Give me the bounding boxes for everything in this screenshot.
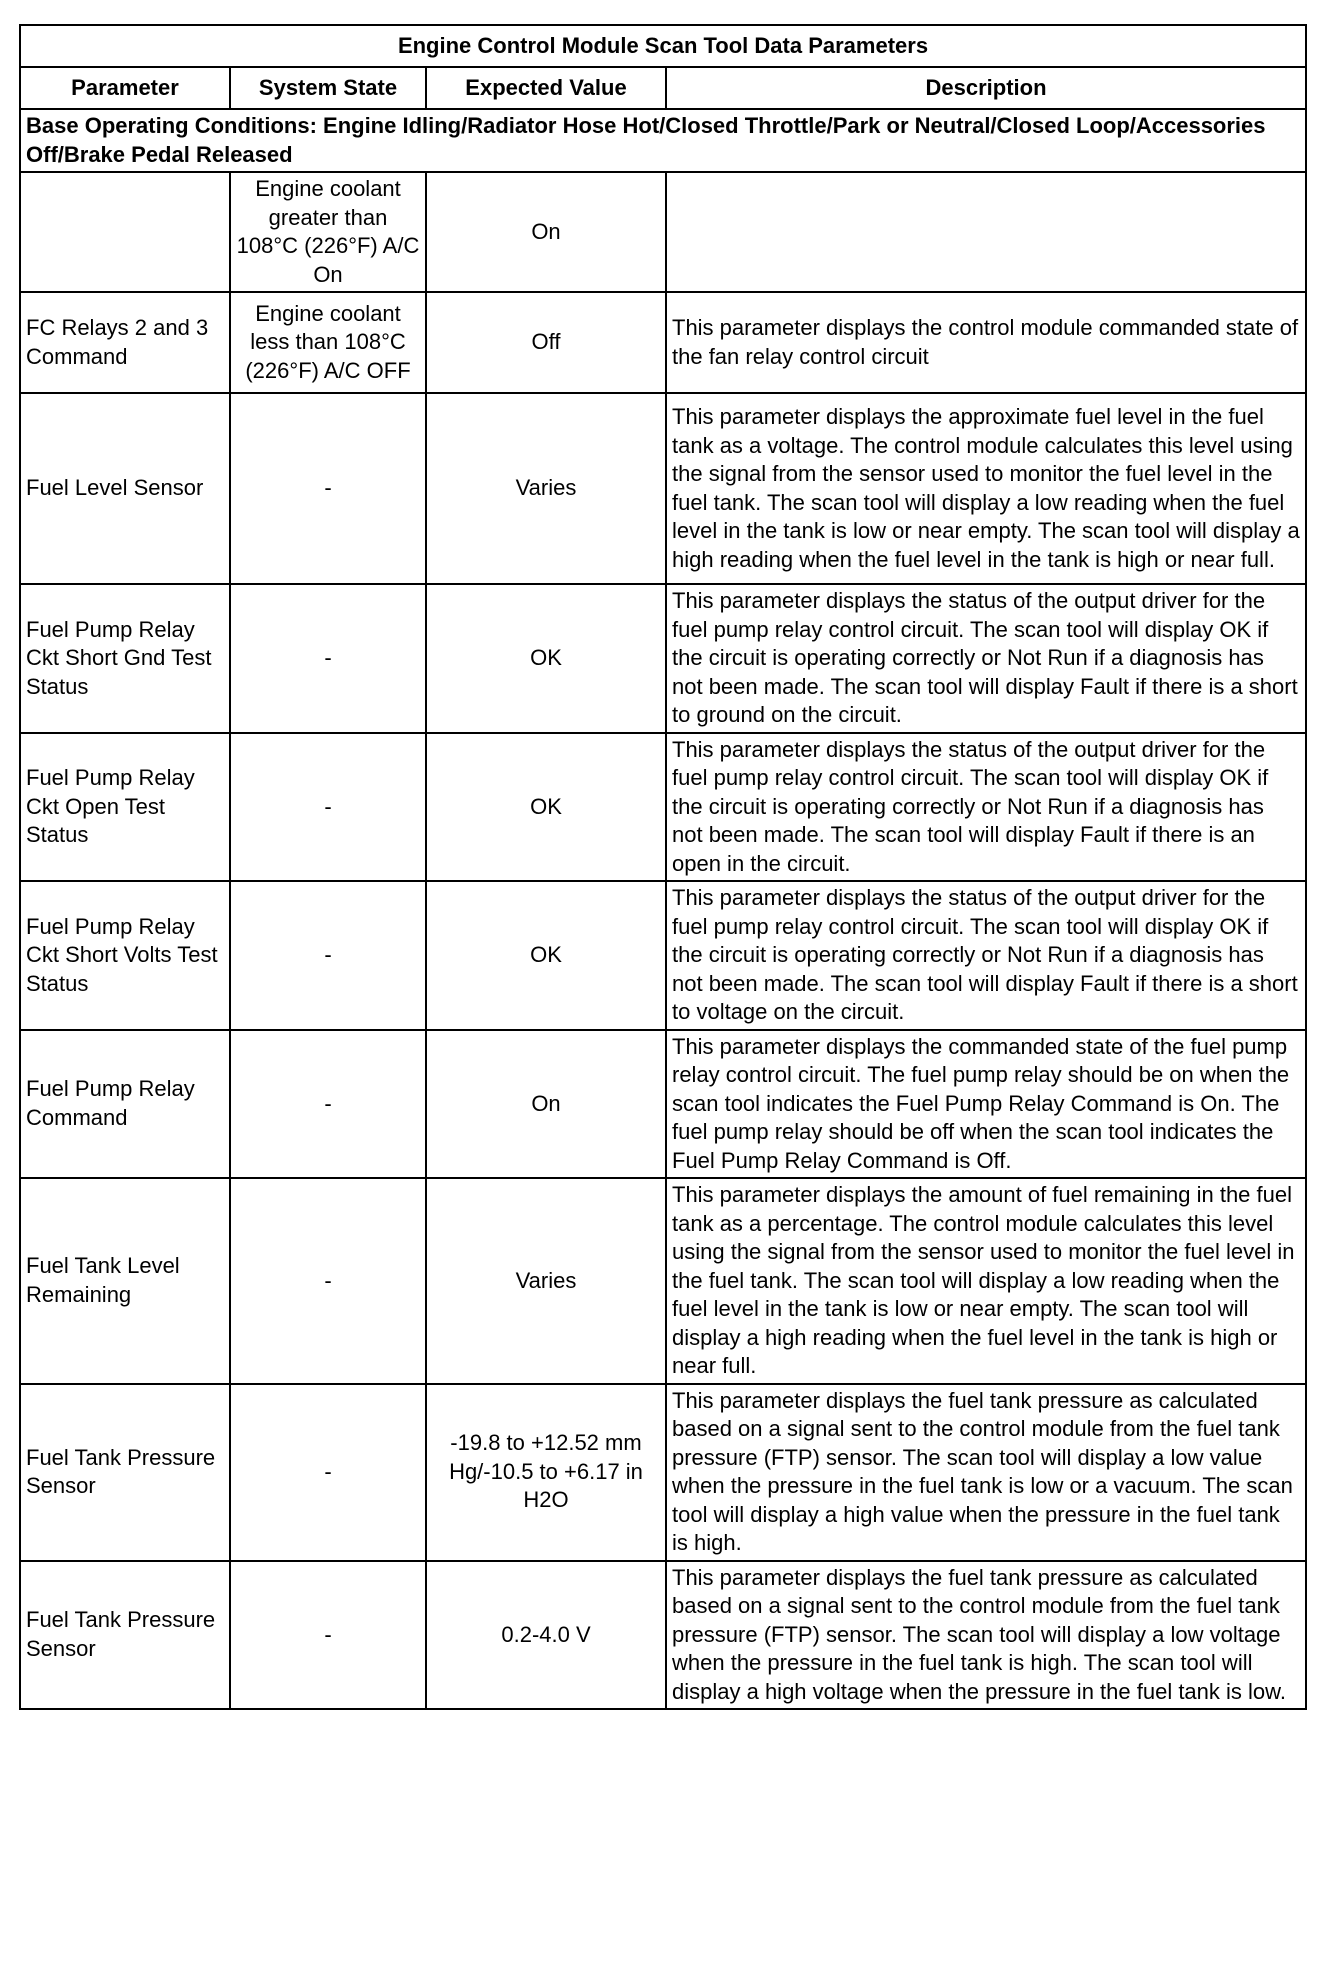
system-state-cell: - xyxy=(230,1561,426,1710)
parameter-cell xyxy=(20,172,230,292)
title-row xyxy=(20,25,1306,67)
expected-value-cell: On xyxy=(426,1030,666,1179)
description-cell: This parameter displays the fuel tank pressure as calculated based on a signal sent to the control module from the fuel tank pressure (FTP) sensor. The scan tool will display a low voltage when the pressure in the fuel tank is high. The scan tool will display a high voltage when the pressure in the fuel tank is low. xyxy=(666,1561,1306,1710)
description-cell: This parameter displays the amount of fuel remaining in the fuel tank as a percentage. The control module calculates this level using the signal from the sensor used to monitor the fuel level in the fuel tank. The scan tool will display a low reading when the fuel level in the tank is low or near empty. The scan tool will display a high reading when the fuel level in the tank is high or near full. xyxy=(666,1178,1306,1384)
table-row xyxy=(20,584,1306,733)
header-row xyxy=(20,67,1306,109)
description-cell: This parameter displays the fuel tank pressure as calculated based on a signal sent to the control module from the fuel tank pressure (FTP) sensor. The scan tool will display a low value when the pressure in the fuel tank is low or a vacuum. The scan tool will display a high value when the pressure in the fuel tank is high. xyxy=(666,1384,1306,1561)
description-cell xyxy=(666,172,1306,292)
parameter-cell: FC Relays 2 and 3 Command xyxy=(20,292,230,393)
system-state-cell: - xyxy=(230,1384,426,1561)
table-row xyxy=(20,881,1306,1030)
table-row xyxy=(20,1030,1306,1179)
header-expected-value: Expected Value xyxy=(426,67,666,109)
description-cell: This parameter displays the status of the output driver for the fuel pump relay control circuit. The scan tool will display OK if the circuit is operating correctly or Not Run if a diagnosis has not been made. The scan tool will display Fault if there is a short to ground on the circuit. xyxy=(666,584,1306,733)
parameter-cell: Fuel Pump Relay Ckt Short Gnd Test Status xyxy=(20,584,230,733)
description-cell: This parameter displays the status of the output driver for the fuel pump relay control circuit. The scan tool will display OK if the circuit is operating correctly or Not Run if a diagnosis has not been made. The scan tool will display Fault if there is an open in the circuit. xyxy=(666,733,1306,882)
table-row xyxy=(20,733,1306,882)
header-description: Description xyxy=(666,67,1306,109)
expected-value-cell: On xyxy=(426,172,666,292)
table-row xyxy=(20,292,1306,393)
description-cell: This parameter displays the control module commanded state of the fan relay control circuit xyxy=(666,292,1306,393)
table-row xyxy=(20,1561,1306,1710)
system-state-cell: - xyxy=(230,1178,426,1384)
system-state-cell: - xyxy=(230,584,426,733)
expected-value-cell: 0.2-4.0 V xyxy=(426,1561,666,1710)
table-title: Engine Control Module Scan Tool Data Parameters xyxy=(20,25,1306,67)
table-row xyxy=(20,1384,1306,1561)
conditions-row xyxy=(20,109,1306,172)
header-system-state: System State xyxy=(230,67,426,109)
system-state-cell: - xyxy=(230,733,426,882)
parameter-cell: Fuel Tank Level Remaining xyxy=(20,1178,230,1384)
scan-data-table xyxy=(19,24,1307,1710)
description-cell: This parameter displays the status of the output driver for the fuel pump relay control circuit. The scan tool will display OK if the circuit is operating correctly or Not Run if a diagnosis has not been made. The scan tool will display Fault if there is a short to voltage on the circuit. xyxy=(666,881,1306,1030)
table-row xyxy=(20,1178,1306,1384)
system-state-cell: - xyxy=(230,881,426,1030)
description-cell: This parameter displays the approximate fuel level in the fuel tank as a voltage. The control module calculates this level using the signal from the sensor used to monitor the fuel level in the fuel tank. The scan tool will display a low reading when the fuel level in the tank is low or near empty. The scan tool will display a high reading when the fuel level in the tank is high or near full. xyxy=(666,393,1306,584)
description-cell: This parameter displays the commanded state of the fuel pump relay control circuit. The fuel pump relay should be on when the scan tool indicates the Fuel Pump Relay Command is On. The fuel pump relay should be off when the scan tool indicates the Fuel Pump Relay Command is Off. xyxy=(666,1030,1306,1179)
expected-value-cell: Varies xyxy=(426,393,666,584)
expected-value-cell: Off xyxy=(426,292,666,393)
header-parameter: Parameter xyxy=(20,67,230,109)
parameter-cell: Fuel Level Sensor xyxy=(20,393,230,584)
expected-value-cell: OK xyxy=(426,733,666,882)
table-row xyxy=(20,393,1306,584)
system-state-cell: - xyxy=(230,393,426,584)
parameter-cell: Fuel Pump Relay Ckt Short Volts Test Status xyxy=(20,881,230,1030)
system-state-cell: Engine coolant less than 108°C (226°F) A/C OFF xyxy=(230,292,426,393)
table-row xyxy=(20,172,1306,292)
expected-value-cell: -19.8 to +12.52 mm Hg/-10.5 to +6.17 in H2O xyxy=(426,1384,666,1561)
parameter-cell: Fuel Pump Relay Command xyxy=(20,1030,230,1179)
table-body xyxy=(20,25,1306,1709)
expected-value-cell: OK xyxy=(426,584,666,733)
expected-value-cell: OK xyxy=(426,881,666,1030)
system-state-cell: - xyxy=(230,1030,426,1179)
parameter-cell: Fuel Tank Pressure Sensor xyxy=(20,1384,230,1561)
parameter-cell: Fuel Pump Relay Ckt Open Test Status xyxy=(20,733,230,882)
system-state-cell: Engine coolant greater than 108°C (226°F) A/C On xyxy=(230,172,426,292)
parameter-cell: Fuel Tank Pressure Sensor xyxy=(20,1561,230,1710)
base-operating-conditions: Base Operating Conditions: Engine Idling/Radiator Hose Hot/Closed Throttle/Park or Neutral/Closed Loop/Accessories Off/Brake Pedal Released xyxy=(20,109,1306,172)
expected-value-cell: Varies xyxy=(426,1178,666,1384)
